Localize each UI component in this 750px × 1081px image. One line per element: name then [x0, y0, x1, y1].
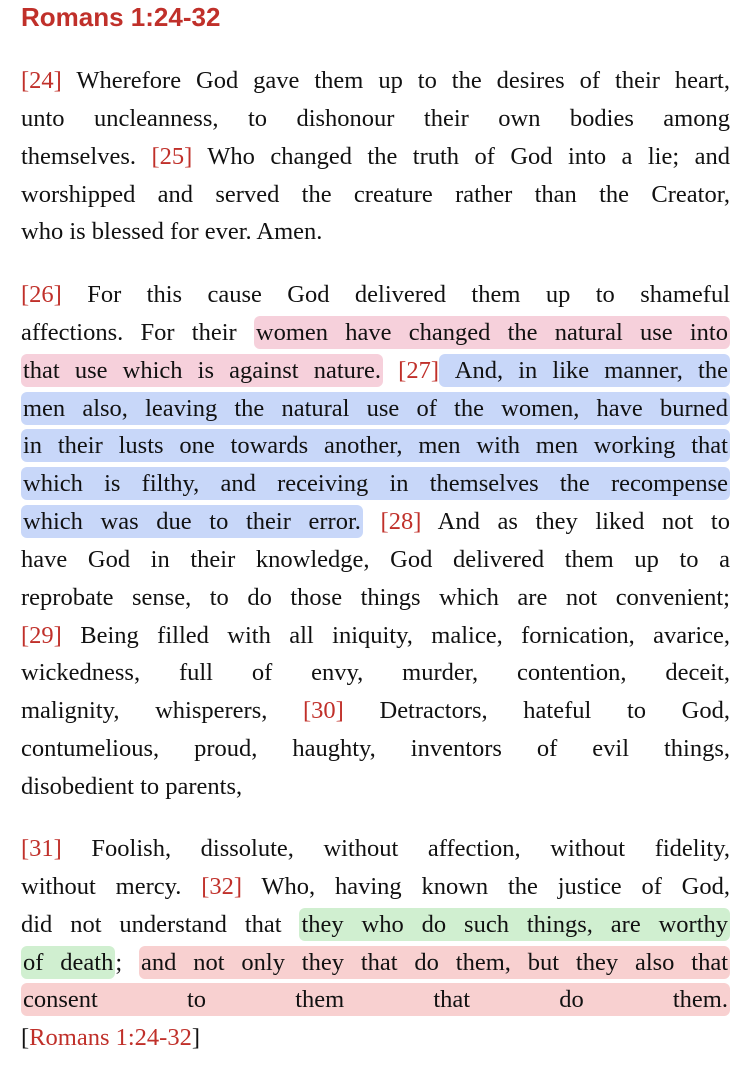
text-line: [21, 541, 730, 579]
text-line: [21, 944, 730, 982]
verse-text: ;: [115, 948, 139, 976]
verse-text: without mercy.: [21, 872, 202, 900]
text-line: [21, 868, 730, 906]
highlight-green: of death: [21, 946, 115, 979]
verse-number: [25]: [151, 142, 193, 170]
verse-number: [29]: [21, 621, 62, 649]
text-line: [21, 579, 730, 617]
verse-text: themselves.: [21, 142, 152, 170]
text-line: [21, 981, 730, 1019]
verse-number: [31]: [21, 835, 62, 862]
text-line: [21, 768, 730, 806]
highlight-red: and not only they that do them, but they also that: [139, 946, 730, 979]
verse-number: [26]: [21, 281, 62, 308]
verse-text: unto uncleanness, to dishonour their own bodies among: [21, 104, 730, 132]
text-line: [21, 654, 730, 692]
verse-text: For this cause God delivered them up to shameful: [61, 281, 730, 308]
verse-text: who is blessed for ever. Amen.: [21, 218, 323, 246]
verse-text: worshipped and served the creature rather than the Creator,: [21, 180, 730, 208]
verse-text: Detractors, hateful to God,: [343, 697, 731, 725]
text-line: [21, 138, 730, 176]
text-line: [21, 617, 730, 655]
text-line: [21, 213, 730, 251]
highlight-red: consent to them that do them.: [21, 983, 730, 1016]
verse-text: [363, 508, 381, 535]
verse-text: Being filled with all iniquity, malice, fornication, avarice,: [61, 621, 730, 649]
text-line: [21, 390, 730, 428]
verse-number: [28]: [380, 508, 422, 536]
text-line: [21, 100, 730, 138]
verse-text: And as they liked not to: [421, 508, 730, 536]
text-line: [21, 830, 730, 868]
highlight-blue: And, in like manner, the: [439, 354, 730, 387]
text-line: [21, 1019, 730, 1057]
paragraph-2: [21, 276, 730, 806]
verse-text: have God in their knowledge, God delivered them up to a: [21, 545, 730, 573]
text-line: [21, 176, 730, 214]
text-line: [21, 692, 730, 730]
text-line: [21, 503, 730, 541]
verse-text: wickedness, full of envy, murder, contention, deceit,: [21, 659, 730, 687]
verse-text: Wherefore God gave them up to the desires of their heart,: [61, 67, 730, 94]
verse-text: did not understand that: [21, 910, 300, 938]
paragraph-1: [21, 62, 730, 251]
verse-text: malignity, whisperers,: [21, 697, 304, 725]
verse-text: contumelious, proud, haughty, inventors of evil things,: [21, 735, 730, 763]
passage-title: Romans 1:24-32: [21, 2, 221, 32]
verse-number: [30]: [303, 697, 344, 725]
text-line: [21, 730, 730, 768]
highlight-green: they who do such things, are worthy: [299, 908, 730, 941]
paragraph-3: [21, 830, 730, 1057]
text-line: [21, 906, 730, 944]
highlight-blue: which is filthy, and receiving in themselves the recompense: [21, 467, 730, 500]
highlight-pink: women have changed the natural use into: [254, 316, 730, 349]
verse-text: Who, having known the justice of God,: [242, 872, 730, 900]
text-line: [21, 465, 730, 503]
text-line: [21, 352, 730, 390]
text-line: [21, 62, 730, 100]
verse-number: [24]: [21, 67, 62, 94]
highlight-blue: men also, leaving the natural use of the women, have burned: [21, 392, 730, 425]
verse-text: disobedient to parents,: [21, 772, 243, 800]
verse-text: [383, 357, 398, 384]
text-line: [21, 427, 730, 465]
verse-text: ]: [191, 1024, 200, 1052]
text-line: [21, 276, 730, 314]
verse-text: [: [21, 1024, 30, 1052]
highlight-blue: in their lusts one towards another, men with men working that: [21, 429, 730, 462]
verse-text: affections. For their: [21, 318, 254, 346]
verse-number: [27]: [398, 356, 439, 384]
verse-number: [32]: [201, 872, 243, 900]
text-line: [21, 314, 730, 352]
verse-text: Who changed the truth of God into a lie; and: [192, 142, 730, 170]
verse-text: Foolish, dissolute, without affection, without fidelity,: [61, 835, 730, 862]
verse-number: Romans 1:24-32: [29, 1024, 192, 1052]
highlight-blue: which was due to their error.: [21, 505, 363, 538]
highlight-pink: that use which is against nature.: [21, 354, 383, 387]
verse-text: reprobate sense, to do those things which are not convenient;: [21, 583, 730, 611]
